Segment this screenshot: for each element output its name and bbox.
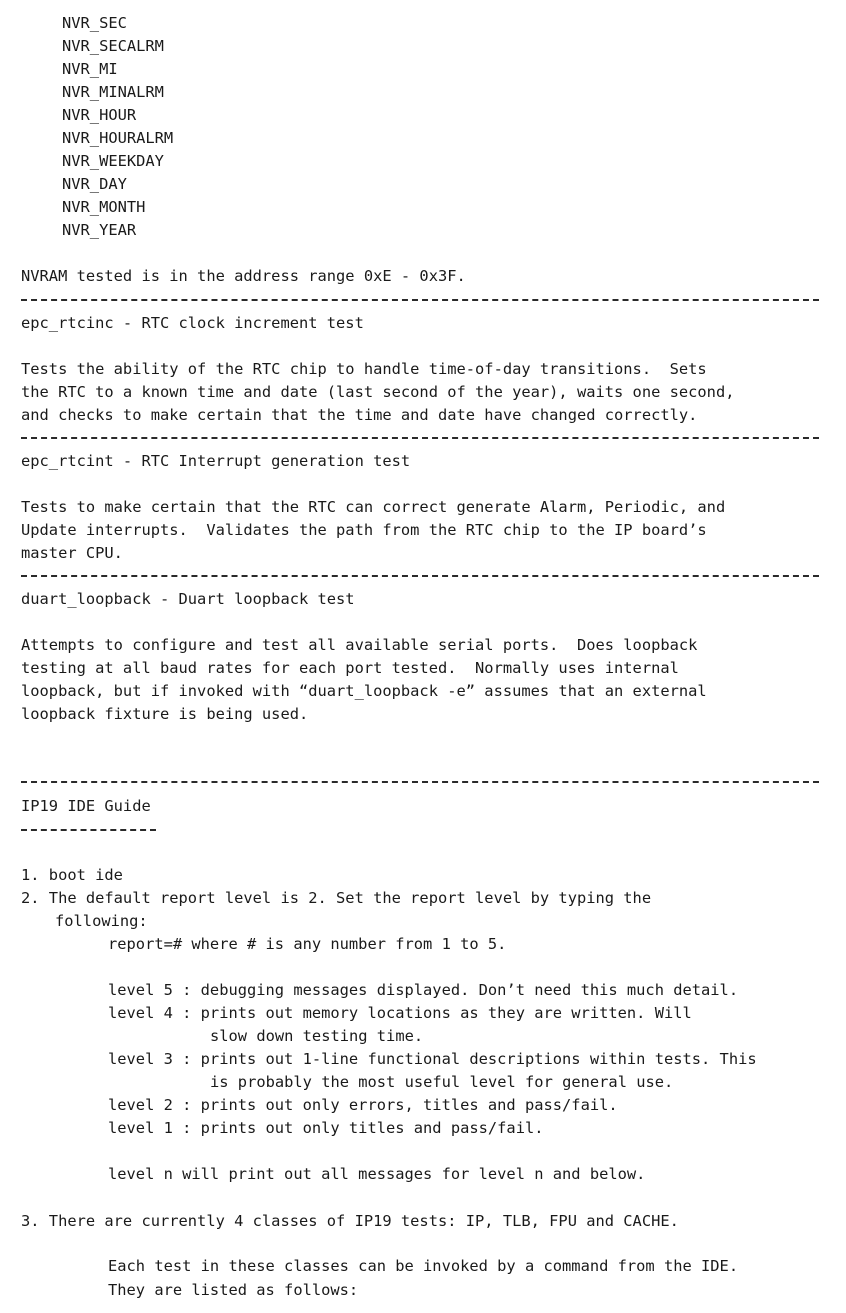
guide-detail-text: They are listed as follows: [108, 1281, 359, 1299]
section-divider [21, 437, 819, 439]
level-note-text: level n will print out all messages for level n and below. [108, 1165, 646, 1183]
test-description-line: master CPU. [21, 544, 123, 562]
report-level-item: level 1 : prints out only titles and pass/fail. [108, 1119, 544, 1137]
nvr-register-item: NVR_HOUR [62, 106, 137, 124]
test-description-line: the RTC to a known time and date (last second of the year), waits one second, [21, 383, 735, 401]
report-level-continuation: slow down testing time. [210, 1027, 424, 1045]
report-level-item: level 3 : prints out 1-line functional descriptions within tests. This [108, 1050, 757, 1068]
report-level-item: level 5 : debugging messages displayed. Don’t need this much detail. [108, 981, 739, 999]
report-level-item: level 2 : prints out only errors, titles and pass/fail. [108, 1096, 618, 1114]
test-description-line: Attempts to configure and test all available serial ports. Does loopback [21, 636, 698, 654]
test-description-line: Update interrupts. Validates the path from the RTC chip to the IP board’s [21, 521, 707, 539]
guide-step-continuation: following: [55, 912, 148, 930]
guide-step: 2. The default report level is 2. Set the report level by typing the [21, 889, 652, 907]
test-description-line: loopback, but if invoked with “duart_loopback -e” assumes that an external [21, 682, 707, 700]
test-heading: epc_rtcinc - RTC clock increment test [21, 314, 364, 332]
nvr-register-item: NVR_MINALRM [62, 83, 164, 101]
nvr-register-item: NVR_SEC [62, 14, 127, 32]
guide-step: 3. There are currently 4 classes of IP19 tests: IP, TLB, FPU and CACHE. [21, 1212, 679, 1230]
nvr-register-item: NVR_MI [62, 60, 118, 78]
nvram-range-text: NVRAM tested is in the address range 0xE - 0x3F. [21, 267, 466, 285]
test-heading: epc_rtcint - RTC Interrupt generation test [21, 452, 411, 470]
report-level-item: level 4 : prints out memory locations as they are written. Will [108, 1004, 692, 1022]
nvr-register-item: NVR_WEEKDAY [62, 152, 164, 170]
nvr-register-item: NVR_DAY [62, 175, 127, 193]
test-description-line: testing at all baud rates for each port tested. Normally uses internal [21, 659, 679, 677]
nvr-register-item: NVR_HOURALRM [62, 129, 174, 147]
section-divider [21, 781, 819, 783]
test-heading: duart_loopback - Duart loopback test [21, 590, 355, 608]
test-description-line: and checks to make certain that the time and date have changed correctly. [21, 406, 698, 424]
section-divider [21, 299, 819, 301]
report-level-continuation: is probably the most useful level for general use. [210, 1073, 674, 1091]
nvr-register-item: NVR_SECALRM [62, 37, 164, 55]
guide-step: 1. boot ide [21, 866, 123, 884]
test-description-line: Tests the ability of the RTC chip to handle time-of-day transitions. Sets [21, 360, 707, 378]
test-description-line: Tests to make certain that the RTC can correct generate Alarm, Periodic, and [21, 498, 726, 516]
report-command-text: report=# where # is any number from 1 to 5. [108, 935, 507, 953]
section-divider [21, 575, 819, 577]
nvr-register-item: NVR_MONTH [62, 198, 146, 216]
test-description-line: loopback fixture is being used. [21, 705, 309, 723]
nvr-register-item: NVR_YEAR [62, 221, 137, 239]
guide-detail-text: Each test in these classes can be invoked by a command from the IDE. [108, 1257, 739, 1275]
guide-title-underline [21, 829, 156, 831]
guide-title: IP19 IDE Guide [21, 797, 151, 815]
